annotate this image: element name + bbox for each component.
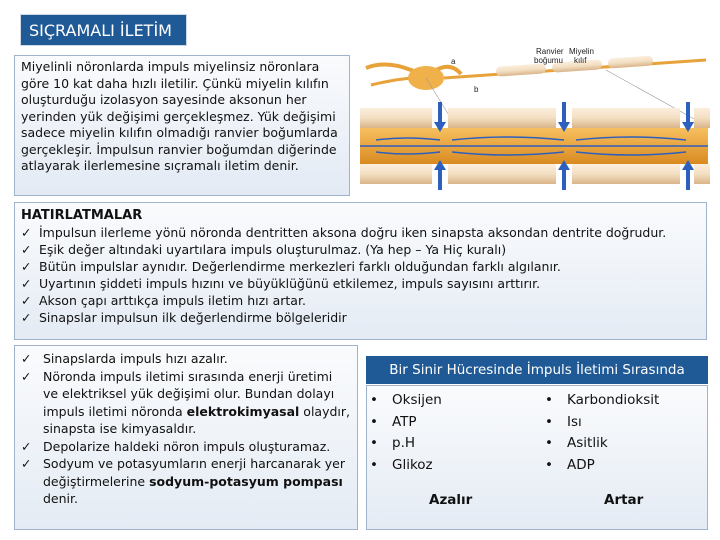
note-text: olaydır, sinapsta ise kimyasaldır. [43,403,350,436]
increasing-item: • Asitlik [545,433,659,455]
note-bold-text: sodyum-potasyum pompası [149,473,343,489]
reminder-item: ✓ İmpulsun ilerleme yönü nöronda dentritten aksona doğru iken sinapsta aksondan dentrite doğrudur. [21,224,700,241]
reminders-panel [14,202,707,340]
reminder-item: ✓ Sinapslar impulsun ilk değerlendirme bölgeleridir [21,309,700,326]
label-myelin-1: Miyelin [569,47,594,56]
note-text: Sinapslarda impuls hızı azalır. [43,351,228,366]
label-myelin-2: kılıf [574,56,587,65]
note-item [21,455,351,508]
myelinated-axon-diagram [356,40,712,200]
reminders-heading: HATIRLATMALAR [21,208,143,223]
notes-list [21,350,351,508]
reminder-item: ✓ Uyartının şiddeti impuls hızını ve büyüklüğünü etkilemez, impuls sayısını arttırır. [21,275,700,292]
reminder-item: ✓ Bütün impulslar aynıdır. Değerlendirme merkezleri farklı olduğundan farklı algılanır. [21,258,700,275]
page-title: SIÇRAMALI İLETİM [20,14,187,46]
note-bold-text: elektrokimyasal [186,403,300,419]
sequence-header: Bir Sinir Hücresinde İmpuls İletimi Sırasında [366,356,708,384]
reminder-item: ✓ Akson çapı arttıkça impuls iletim hızı artar. [21,292,700,309]
note-text: Depolarize haldeki nöron impuls oluşturamaz. [43,438,331,454]
increasing-list [545,390,659,476]
note-text: denir. [43,491,78,506]
decreasing-label: Azalır [429,492,473,508]
note-text: Sodyum ve potasyumların enerji harcanarak yer değiştirmelerine [43,456,346,489]
label-b: b [474,85,479,94]
axon-closeup [360,102,710,190]
note-item [21,350,351,368]
reminder-item: ✓ Eşik değer altındaki uyartılara impuls oluşturulmaz. (Ya hep – Ya Hiç kuralı) [21,241,700,258]
note-text: Nöronda impuls iletimi sırasında enerji üretimi ve elektriksel yük değişimi olur. Bundan dolayı impuls iletimi nöronda [43,368,335,419]
note-item [21,438,351,456]
label-a: a [451,57,456,66]
label-ranvier-2: boğumu [534,56,563,65]
decreasing-item: • p.H [370,433,442,455]
decreasing-item: • Glikoz [370,455,442,477]
increasing-item: • Isı [545,412,659,434]
sequence-panel [366,385,708,530]
note-item [21,368,351,438]
decreasing-list [370,390,442,476]
reminders-list [21,224,700,326]
increasing-label: Artar [604,492,644,508]
label-ranvier-1: Ranvier [536,47,564,56]
increasing-item: • Karbondioksit [545,390,659,412]
increasing-item: • ADP [545,455,659,477]
notes-panel [14,345,358,530]
intro-text: Miyelinli nöronlarda impuls miyelinsiz nöronlara göre 10 kat daha hızlı iletilir. Çünkü miyelin kılıfın oluşturduğu izolasyon sayesinde aksonun her yerinden yük değişimi gerçekleşmez. Yük değişimi sadece miyelin kılıfın olmadığı ranvier boğumlarda gerçekleşir. İmpulsun ranvier boğumdan diğerinde atlayarak ilerlemesine sıçramalı iletim denir. [21,59,338,173]
decreasing-item: • Oksijen [370,390,442,412]
decreasing-item: • ATP [370,412,442,434]
intro-panel [14,55,350,196]
